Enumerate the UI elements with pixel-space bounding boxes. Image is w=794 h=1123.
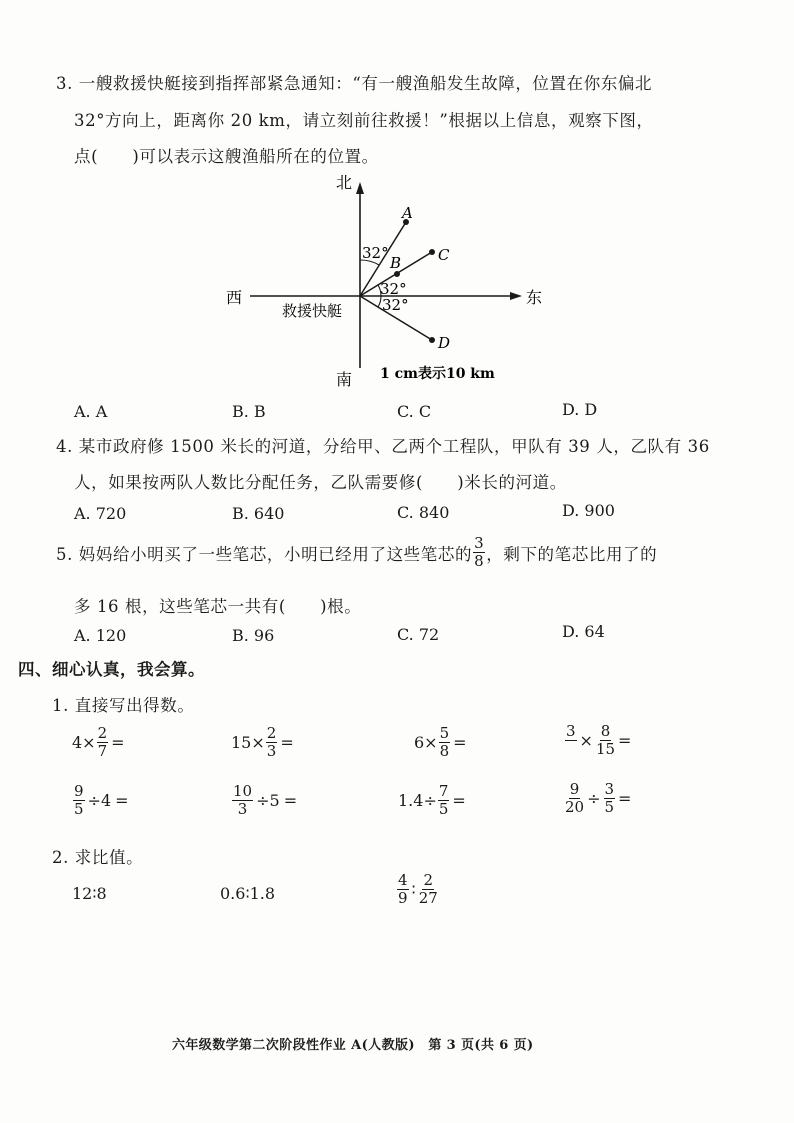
label-scale: 1 cm表示10 km: [380, 366, 495, 382]
calc-4-equals: =: [618, 731, 632, 750]
calc-item-3[interactable]: [414, 726, 469, 759]
calc-1-equals: =: [111, 733, 125, 752]
ratio-item-1[interactable]: [72, 884, 107, 903]
label-point-b: B: [390, 254, 402, 272]
label-boat: 救援快艇: [282, 302, 343, 320]
label-point-a: A: [402, 204, 413, 222]
ratio-3-num-2: 2: [423, 871, 434, 889]
calc-3-num: 5: [439, 724, 450, 742]
ratio-item-3[interactable]: [396, 873, 439, 906]
calc-3-den: 8: [439, 742, 450, 760]
q4-option-b[interactable]: B. 640: [232, 504, 285, 523]
calc-4-den-2: 15: [595, 740, 616, 758]
calc-5-den: 5: [74, 800, 84, 818]
calc-item-7[interactable]: [398, 784, 468, 817]
calc-item-5[interactable]: [72, 784, 131, 817]
calc-2-equals: =: [280, 733, 294, 752]
calc-7-num: 7: [438, 782, 449, 800]
section-4-sub2: 2. 求比值。: [52, 848, 144, 867]
q4-option-a[interactable]: A. 720: [74, 504, 127, 523]
calc-6-den: 3: [237, 800, 248, 818]
calc-8-equals: =: [618, 789, 632, 808]
calc-1-den: 7: [97, 742, 108, 760]
calc-7-fraction: [438, 784, 450, 817]
q4-text-line2: 人，如果按两队人数比分配任务，乙队需要修( )米长的河道。: [74, 473, 567, 492]
q3-text-line3: 点( )可以表示这艘渔船所在的位置。: [74, 147, 379, 166]
q3-text-line2: 32°方向上，距离你 20 km，请立刻前往救援！”根据以上信息，观察下图，: [74, 111, 654, 130]
label-west: 西: [226, 288, 243, 307]
calc-8-fraction-1: [565, 782, 584, 815]
calc-item-4[interactable]: [564, 724, 633, 757]
label-east: 东: [526, 288, 543, 307]
calc-8-operator: ÷: [587, 789, 601, 808]
calc-6-num: 10: [233, 782, 253, 800]
calc-4-den-1: [568, 741, 573, 757]
east-arrow-icon: [510, 292, 522, 300]
calc-4-fraction-1: [565, 724, 577, 757]
q4-option-c[interactable]: C. 840: [397, 503, 450, 522]
calc-3-fraction: [439, 726, 451, 759]
q5-frac-num: 3: [474, 534, 485, 552]
section-4-sub1: 1. 直接写出得数。: [52, 696, 195, 715]
q3-option-b[interactable]: B. B: [232, 402, 266, 421]
calc-6-equals: =: [283, 791, 298, 810]
calc-4-operator: ×: [579, 731, 593, 750]
ratio-3-colon: ∶: [411, 880, 416, 899]
section-4-title: 四、细心认真，我会算。: [18, 660, 205, 679]
direction-diagram: [210, 168, 550, 390]
q5-option-c[interactable]: C. 72: [397, 625, 440, 644]
calc-8-fraction-2: [604, 782, 616, 815]
q5-text-line2: 多 16 根，这些笔芯一共有( )根。: [74, 597, 362, 616]
ratio-3-den-1: 9: [398, 889, 408, 907]
q5-text-part1: 5. 妈妈给小明买了一些笔芯，小明已经用了这些笔芯的: [56, 544, 473, 564]
calc-6-operator: ÷5: [256, 791, 280, 810]
calc-item-6[interactable]: [231, 784, 299, 817]
calc-8-num-2: 3: [604, 780, 615, 798]
calc-2-prefix: 15×: [231, 733, 265, 752]
calc-5-equals: =: [115, 791, 129, 810]
calc-3-prefix: 6×: [414, 733, 438, 752]
calc-1-num: 2: [97, 724, 108, 742]
q5-option-d[interactable]: D. 64: [562, 622, 605, 641]
calc-3-equals: =: [453, 733, 467, 752]
q5-option-a[interactable]: A. 120: [74, 626, 127, 645]
calc-4-num-1: 3: [566, 722, 576, 740]
ratio-2-text: 0.6∶1.8: [220, 884, 276, 903]
north-arrow-icon: [356, 182, 364, 194]
calc-7-prefix: 1.4÷: [398, 791, 437, 810]
calc-7-den: 5: [438, 800, 449, 818]
ratio-3-den-2: 27: [418, 889, 438, 907]
calc-2-den: 3: [266, 742, 277, 760]
q5-option-b[interactable]: B. 96: [232, 626, 275, 645]
calc-8-den-1: 20: [565, 798, 585, 816]
ratio-3-num-1: 4: [398, 871, 408, 889]
calc-1-fraction: [97, 726, 109, 759]
label-point-c: C: [438, 246, 450, 264]
calc-2-fraction: [266, 726, 278, 759]
calc-5-fraction: [73, 784, 85, 817]
q4-text-line1: 4. 某市政府修 1500 米长的河道，分给甲、乙两个工程队，甲队有 39 人，乙队有 36: [56, 437, 710, 456]
label-angle-top: 32°: [362, 244, 389, 262]
q3-option-c[interactable]: C. C: [397, 402, 432, 421]
label-north: 北: [335, 173, 352, 192]
q3-option-a[interactable]: A. A: [74, 402, 108, 421]
q5-text-part2: ，剩下的笔芯比用了的: [486, 544, 658, 564]
q4-option-d[interactable]: D. 900: [562, 501, 615, 520]
page-footer: 六年级数学第二次阶段性作业 A(人教版) 第 3 页(共 6 页): [172, 1038, 534, 1053]
point-c-dot: [429, 249, 435, 255]
label-angle-mid: 32°: [380, 280, 407, 298]
calc-item-2[interactable]: [231, 726, 296, 759]
ratio-3-fraction-1: [397, 873, 409, 906]
calc-5-num: 9: [74, 782, 84, 800]
ratio-1-text: 12∶8: [72, 884, 107, 903]
q5-frac-den: 8: [474, 552, 485, 570]
calc-8-den-2: 5: [604, 798, 615, 816]
calc-7-equals: =: [452, 791, 466, 810]
calc-4-num-2: 8: [600, 722, 611, 740]
q5-fraction: [473, 536, 485, 569]
calc-item-8[interactable]: [564, 782, 633, 815]
calc-8-num-1: 9: [569, 780, 580, 798]
calc-5-operator: ÷4: [87, 791, 112, 810]
calc-4-fraction-2: [596, 724, 615, 757]
point-d-dot: [429, 337, 435, 343]
q3-option-d[interactable]: D. D: [562, 400, 598, 419]
q3-text-line1: 3. 一艘救援快艇接到指挥部紧急通知：“有一艘渔船发生故障，位置在你东偏北: [56, 74, 653, 93]
label-angle-low: 32°: [382, 296, 409, 314]
q5-text-line1: [56, 536, 657, 569]
calc-1-prefix: 4×: [72, 733, 96, 752]
calc-item-1[interactable]: [72, 726, 127, 759]
label-point-d: D: [438, 334, 451, 352]
ratio-item-2[interactable]: [220, 884, 275, 903]
calc-6-fraction: [232, 784, 253, 817]
calc-2-num: 2: [266, 724, 277, 742]
ratio-3-fraction-2: [419, 873, 438, 906]
label-south: 南: [335, 370, 352, 389]
